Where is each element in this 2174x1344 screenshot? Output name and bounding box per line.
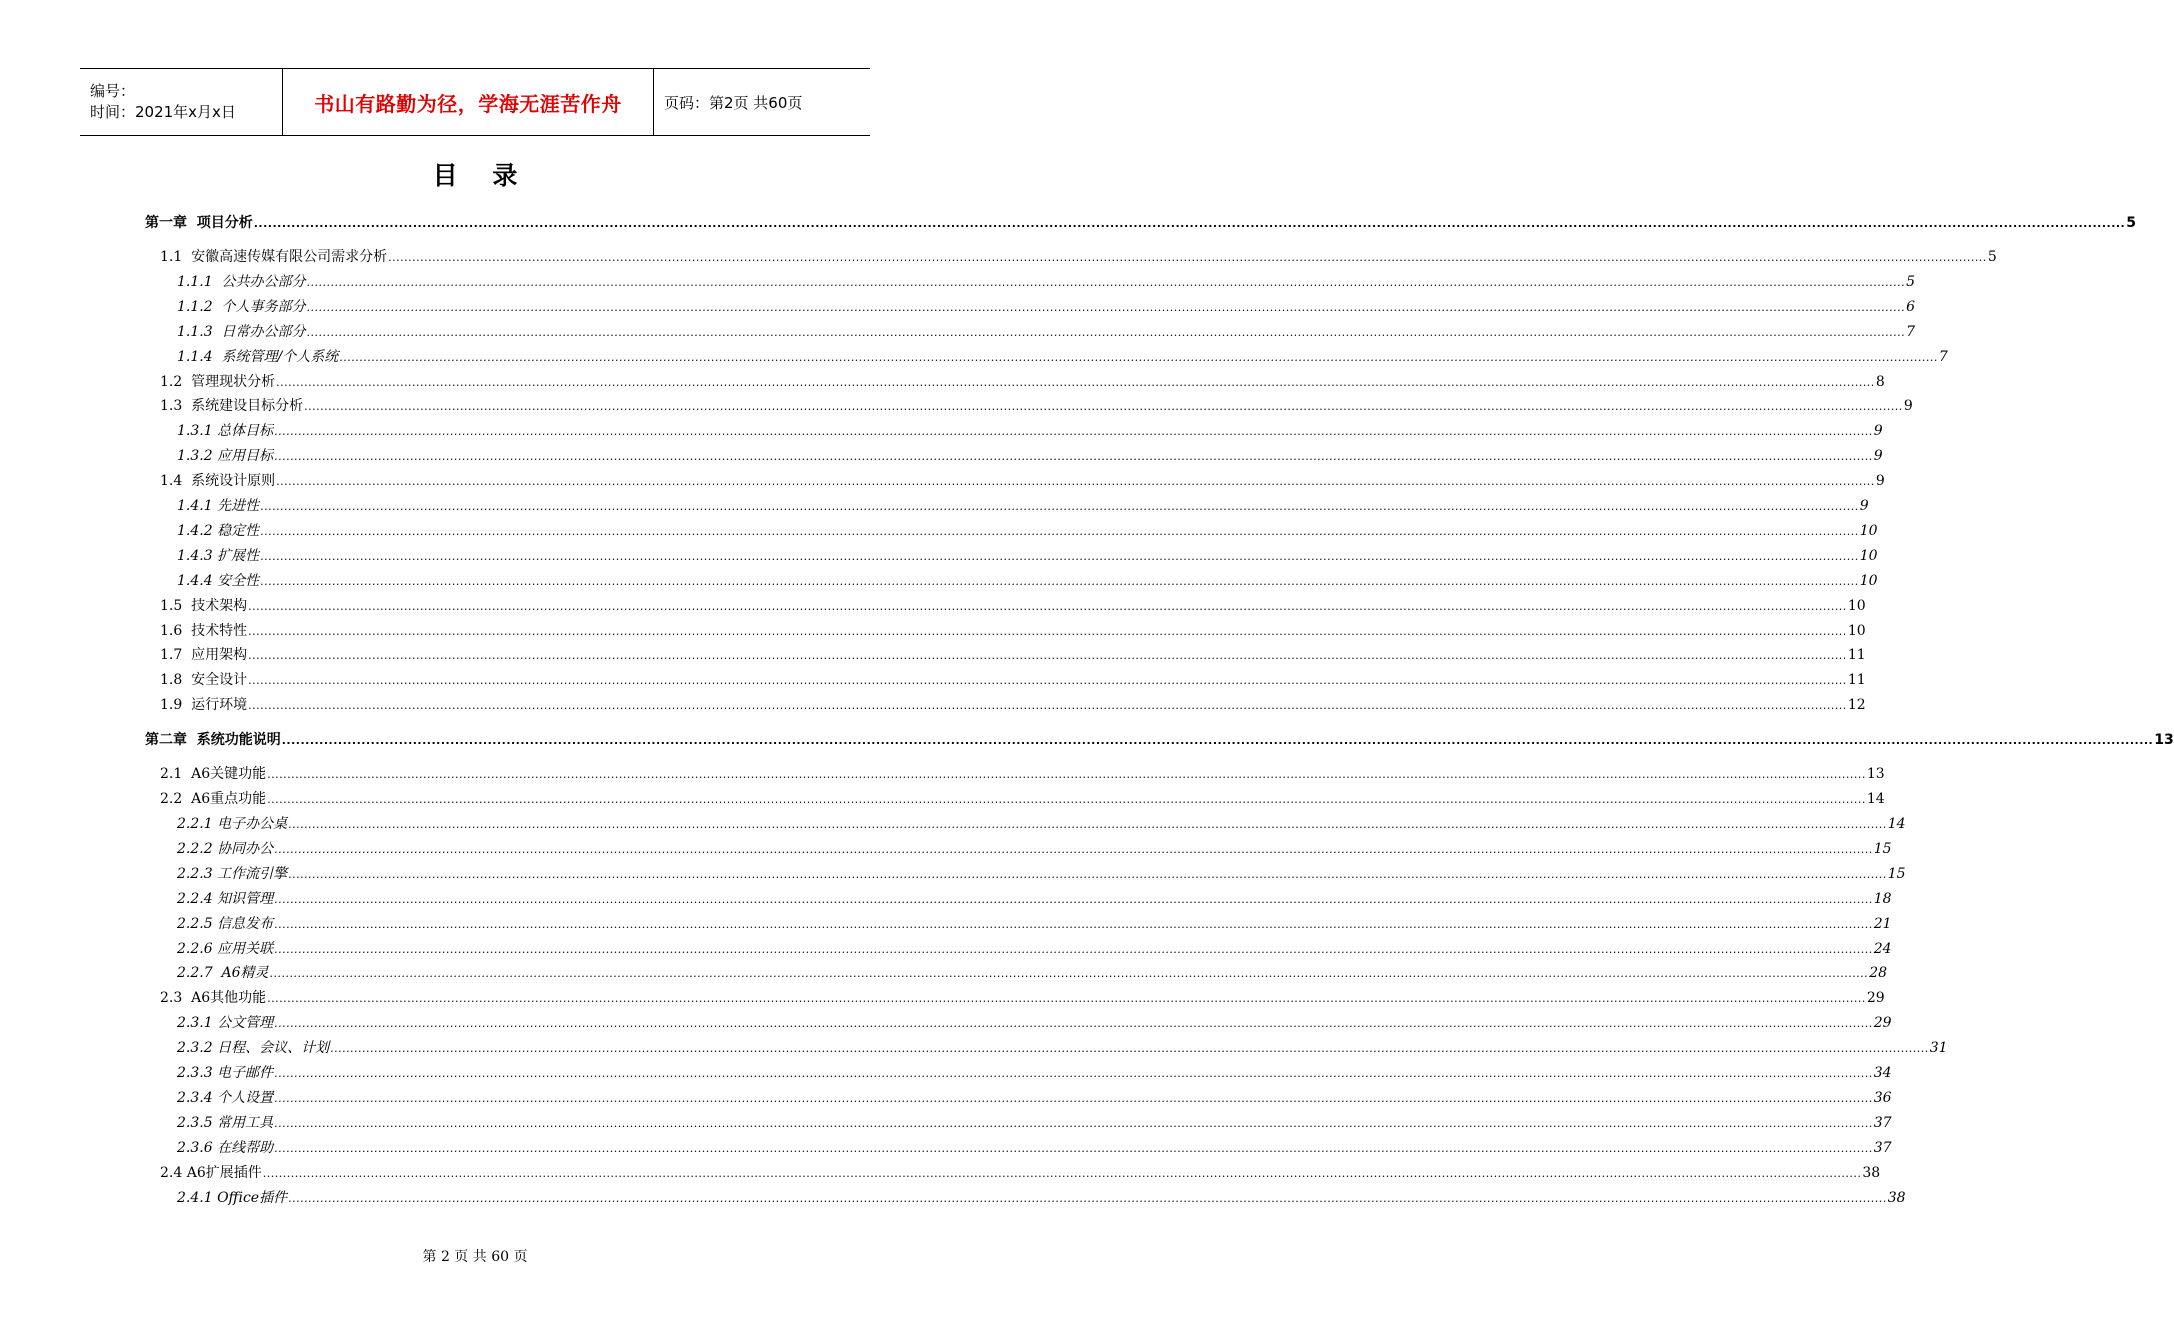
toc-entry-page: 28 [1869,965,1888,982]
toc-leader-dots: ................................................................................................................................................................................................................................................................................................................................................................................................................ [274,942,1873,956]
toc-entry-page: 21 [1873,915,1892,932]
toc-entry[interactable] [177,863,1906,885]
toc-leader-dots: ................................................................................................................................................................................................................................................................................................................................................................................................................ [288,818,1887,831]
toc-entry-page: 9 [1873,448,1883,465]
toc-leader-dots: ................................................................................................................................................................................................................................................................................................................................................................................................................ [260,500,1859,513]
toc-entry-title: 2.2.7 A6精灵 [177,965,269,982]
toc-entry[interactable] [145,212,2136,234]
toc-leader-dots: ................................................................................................................................................................................................................................................................................................................................................................................................................ [274,842,1873,856]
toc-leader-dots: ................................................................................................................................................................................................................................................................................................................................................................................................................ [248,699,1847,713]
toc-entry-page: 7 [1938,348,1948,365]
toc-entry-title: 1.2 管理现状分析 [160,373,276,390]
toc-leader-dots: ................................................................................................................................................................................................................................................................................................................................................................................................................ [274,892,1873,906]
toc-leader-dots: ................................................................................................................................................................................................................................................................................................................................................................................................................ [248,649,1847,663]
toc-entry-page: 15 [1887,865,1906,882]
toc-entry-title: 1.3 系统建设目标分析 [160,398,304,415]
header-page-info: 页码：第2页 共60页 [664,93,803,112]
toc-entry-title: 1.3.1 总体目标 [177,423,274,440]
toc-entry-title: 2.2 A6重点功能 [160,791,267,808]
toc-leader-dots: ................................................................................................................................................................................................................................................................................................................................................................................................................ [274,1067,1873,1080]
toc-entry-title: 1.1 安徽高速传媒有限公司需求分析 [160,249,388,265]
toc-entry-title: 2.3.4 个人设置 [177,1089,274,1106]
toc-entry-title: 2.3.3 电子邮件 [177,1065,274,1081]
toc-entry[interactable] [177,321,1916,343]
toc-entry-title: 2.2.1 电子办公桌 [177,816,288,832]
toc-entry[interactable] [160,470,1885,492]
toc-entry-title: 1.4 系统设计原则 [160,473,276,490]
toc-entry-page: 11 [1847,647,1866,664]
toc-entry[interactable] [177,1187,1906,1209]
toc-leader-dots: ................................................................................................................................................................................................................................................................................................................................................................................................................ [388,251,1987,264]
toc-entry[interactable] [160,1162,1881,1184]
toc-entry[interactable] [177,495,1869,517]
toc-entry-title: 1.4.2 稳定性 [177,522,260,539]
toc-leader-dots: ................................................................................................................................................................................................................................................................................................................................................................................................................ [267,992,1866,1006]
toc-entry[interactable] [160,694,1866,716]
toc-leader-dots: ................................................................................................................................................................................................................................................................................................................................................................................................................ [248,624,1847,638]
toc-entry[interactable] [177,938,1892,960]
toc-entry-title: 2.2.5 信息发布 [177,915,274,932]
toc-entry-title: 1.1.4 系统管理/个人系统 [177,348,339,365]
toc-leader-dots: ................................................................................................................................................................................................................................................................................................................................................................................................................ [248,674,1847,688]
toc-entry[interactable] [160,246,1997,268]
toc-entry-page: 18 [1873,890,1892,907]
toc-entry-page: 29 [1873,1015,1892,1032]
toc-entry-page: 11 [1847,672,1866,689]
toc-entry-page: 5 [1987,249,1997,265]
toc-entry-title: 2.4 A6扩展插件 [160,1164,262,1181]
toc-entry[interactable] [145,729,2174,751]
header-page-cell [654,69,870,135]
toc-entry-page: 29 [1866,990,1885,1007]
toc-entry[interactable] [160,669,1866,691]
toc-entry-title: 第一章 项目分析 [145,215,253,231]
toc-entry-page: 31 [1929,1040,1948,1057]
toc-entry-page: 9 [1903,398,1913,415]
toc-entry-title: 2.2.2 协同办公 [177,840,274,857]
toc-entry-page: 7 [1906,323,1916,340]
page-header [80,68,870,136]
toc-entry[interactable] [177,520,1878,542]
toc-entry-title: 1.6 技术特性 [160,622,248,639]
page-footer: 第 2 页 共 60 页 [422,1249,528,1265]
toc-entry[interactable] [160,371,1885,393]
toc-entry[interactable] [177,296,1916,318]
toc-leader-dots: ................................................................................................................................................................................................................................................................................................................................................................................................................ [253,217,2126,230]
toc-leader-dots: ................................................................................................................................................................................................................................................................................................................................................................................................................ [248,599,1847,613]
toc-leader-dots: ................................................................................................................................................................................................................................................................................................................................................................................................................ [274,1116,1873,1130]
toc-leader-dots: ................................................................................................................................................................................................................................................................................................................................................................................................................ [262,1166,1862,1180]
toc-entry-title: 2.2.6 应用关联 [177,940,274,957]
toc-entry-page: 8 [1875,373,1885,390]
toc-entry-page: 12 [1847,697,1866,714]
toc-entry-page: 9 [1875,473,1885,490]
toc-entry-page: 10 [1859,572,1878,589]
toc-entry-title: 1.8 安全设计 [160,672,248,689]
toc-leader-dots: ................................................................................................................................................................................................................................................................................................................................................................................................................ [274,917,1873,931]
header-time-label: 时间：2021年x月x日 [90,103,236,121]
toc-entry[interactable] [177,838,1892,860]
toc-entry[interactable] [177,420,1883,442]
toc-entry-title: 1.5 技术架构 [160,597,248,614]
toc-entry[interactable] [177,1087,1892,1109]
toc-entry[interactable] [177,545,1878,567]
toc-entry-title: 2.2.4 知识管理 [177,890,274,907]
toc-leader-dots: ................................................................................................................................................................................................................................................................................................................................................................................................................ [260,549,1859,563]
toc-entry[interactable] [177,1112,1892,1134]
toc-entry[interactable] [160,644,1866,666]
toc-entry[interactable] [160,395,1913,417]
toc-entry-title: 1.1.3 日常办公部分 [177,323,306,340]
toc-entry-page: 13 [1866,766,1885,783]
toc-entry-title: 1.7 应用架构 [160,647,248,664]
toc-entry[interactable] [160,620,1866,642]
toc-entry[interactable] [177,913,1892,935]
toc-entry-title: 1.4.3 扩展性 [177,547,260,564]
toc-entry-title: 第二章 系统功能说明 [145,732,281,749]
toc-entry-title: 2.2.3 工作流引擎 [177,865,288,882]
toc-leader-dots: ................................................................................................................................................................................................................................................................................................................................................................................................................ [267,768,1866,782]
toc-entry-title: 1.1.1 公共办公部分 [177,273,306,290]
toc-entry[interactable] [177,1012,1892,1034]
toc-entry-page: 10 [1859,522,1878,539]
toc-leader-dots: ................................................................................................................................................................................................................................................................................................................................................................................................................ [269,967,1869,981]
toc-entry-page: 24 [1873,940,1892,957]
toc-entry-page: 14 [1866,791,1885,808]
toc-leader-dots: ................................................................................................................................................................................................................................................................................................................................................................................................................ [288,1191,1887,1205]
header-number-label: 编号： [90,82,136,100]
toc-entry[interactable] [177,1137,1892,1159]
toc-entry[interactable] [177,570,1878,592]
toc-leader-dots: ................................................................................................................................................................................................................................................................................................................................................................................................................ [304,400,1903,414]
toc-entry-title: 2.3.6 在线帮助 [177,1139,274,1156]
toc-entry-title: 1.9 运行环境 [160,697,248,714]
toc-leader-dots: ................................................................................................................................................................................................................................................................................................................................................................................................................ [330,1042,1929,1056]
toc-entry[interactable] [160,987,1885,1009]
toc-entry-page: 14 [1887,816,1906,832]
toc-entry-page: 5 [1906,273,1916,290]
toc-leader-dots: ................................................................................................................................................................................................................................................................................................................................................................................................................ [306,325,1906,339]
toc-leader-dots: ................................................................................................................................................................................................................................................................................................................................................................................................................ [306,275,1906,289]
toc-leader-dots: ................................................................................................................................................................................................................................................................................................................................................................................................................ [267,793,1866,807]
toc-entry-title: 2.3.2 日程、会议、计划 [177,1040,330,1057]
toc-title: 目 录 [432,161,518,190]
toc-leader-dots: ................................................................................................................................................................................................................................................................................................................................................................................................................ [281,734,2154,748]
toc-entry-page: 9 [1859,498,1869,514]
toc-entry[interactable] [160,595,1866,617]
toc-entry[interactable] [177,1037,1948,1059]
toc-entry[interactable] [177,445,1883,467]
toc-entry[interactable] [177,888,1892,910]
header-motto: 书山有路勤为径，学海无涯苦作舟 [314,91,622,116]
toc-entry-page: 13 [2154,732,2174,749]
toc-entry-page: 10 [1847,597,1866,614]
toc-leader-dots: ................................................................................................................................................................................................................................................................................................................................................................................................................ [276,375,1875,389]
toc-leader-dots: ................................................................................................................................................................................................................................................................................................................................................................................................................ [260,524,1859,538]
toc-entry[interactable] [160,763,1885,785]
toc-entry[interactable] [160,788,1885,810]
toc-entry-page: 10 [1859,547,1878,564]
toc-entry-title: 2.1 A6关键功能 [160,766,267,783]
toc-leader-dots: ................................................................................................................................................................................................................................................................................................................................................................................................................ [274,1017,1873,1031]
toc-leader-dots: ................................................................................................................................................................................................................................................................................................................................................................................................................ [288,867,1887,881]
toc-entry-page: 6 [1906,298,1916,315]
toc-entry-page: 37 [1873,1114,1892,1131]
toc-entry-page: 10 [1847,622,1866,639]
toc-leader-dots: ................................................................................................................................................................................................................................................................................................................................................................................................................ [274,425,1873,439]
toc-entry-page: 15 [1873,840,1892,857]
header-motto-cell [282,69,654,135]
toc-entry-title: 2.3.5 常用工具 [177,1114,274,1131]
toc-entry[interactable] [177,813,1906,835]
toc-entry-title: 1.4.1 先进性 [177,498,260,514]
toc-leader-dots: ................................................................................................................................................................................................................................................................................................................................................................................................................ [260,574,1859,588]
toc-leader-dots: ................................................................................................................................................................................................................................................................................................................................................................................................................ [274,1091,1873,1105]
toc-entry-page: 34 [1873,1065,1892,1081]
toc-entry-title: 1.1.2 个人事务部分 [177,298,306,315]
toc-entry-title: 1.3.2 应用目标 [177,448,274,465]
toc-entry[interactable] [177,962,1888,984]
toc-entry[interactable] [177,1062,1892,1084]
toc-leader-dots: ................................................................................................................................................................................................................................................................................................................................................................................................................ [276,475,1875,489]
toc-entry-title: 2.3.1 公文管理 [177,1015,274,1032]
toc-leader-dots: ................................................................................................................................................................................................................................................................................................................................................................................................................ [339,350,1938,364]
toc-leader-dots: ................................................................................................................................................................................................................................................................................................................................................................................................................ [306,300,1906,314]
toc-entry-page: 5 [2126,215,2136,231]
toc-entry[interactable] [177,271,1916,293]
toc-entry-title: 1.4.4 安全性 [177,572,260,589]
toc-entry-page: 9 [1873,423,1883,440]
toc-entry-title: 2.3 A6其他功能 [160,990,267,1007]
toc-leader-dots: ................................................................................................................................................................................................................................................................................................................................................................................................................ [274,450,1873,464]
toc-entry-page: 38 [1862,1164,1881,1181]
toc-entry-page: 38 [1887,1189,1906,1206]
toc-entry-page: 37 [1873,1139,1892,1156]
toc-entry-page: 36 [1873,1089,1892,1106]
toc-entry[interactable] [177,346,1948,368]
toc-leader-dots: ................................................................................................................................................................................................................................................................................................................................................................................................................ [274,1141,1873,1155]
header-meta [80,69,282,135]
toc-entry-title: 2.4.1 Office插件 [177,1189,288,1206]
